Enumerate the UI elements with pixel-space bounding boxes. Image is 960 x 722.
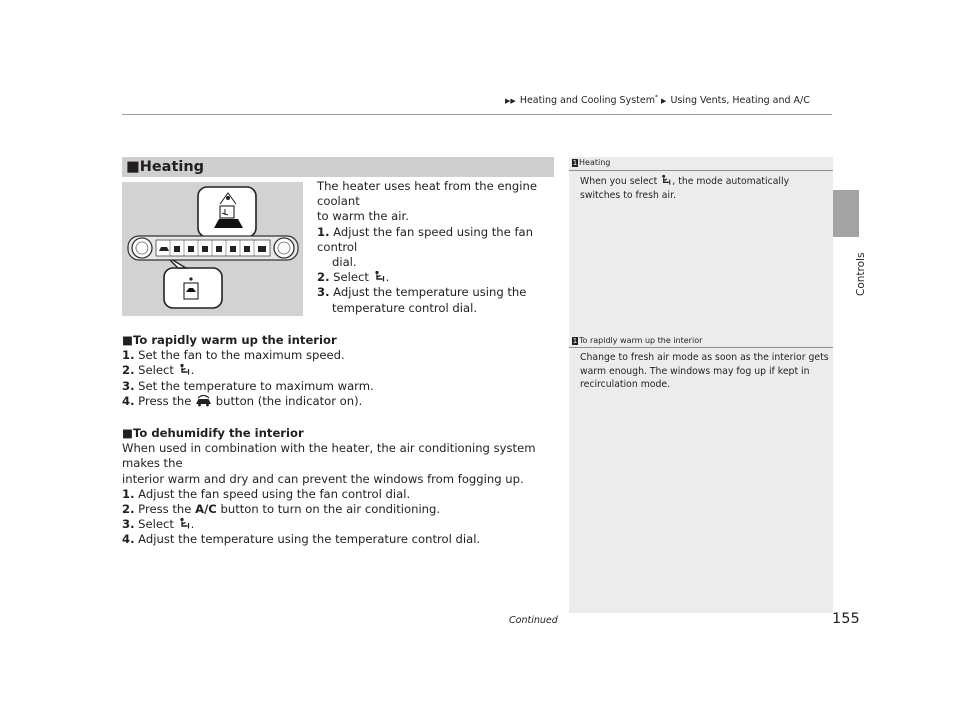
- breadcrumb-part1: Heating and Cooling System: [519, 95, 655, 107]
- breadcrumb-arrow-icon: ▶▶: [505, 97, 516, 106]
- step-number: 4.: [122, 532, 135, 547]
- dehumidify-heading-text: To dehumidify the interior: [132, 426, 304, 440]
- note-marker: 1: [572, 159, 578, 167]
- intro-step-1: [317, 225, 557, 255]
- step-text-end: button to turn on the air conditioning.: [220, 502, 441, 517]
- step-text: Select: [138, 517, 174, 532]
- climate-panel-illustration: [122, 182, 303, 316]
- step-text: Set the temperature to maximum warm.: [138, 378, 374, 393]
- chapter-tab: [833, 190, 859, 237]
- step-text-end: .: [190, 517, 195, 532]
- step-text: Set the fan to the maximum speed.: [138, 348, 345, 363]
- note-heading-heating: [572, 158, 610, 167]
- note-heading-warm-up: [572, 336, 702, 345]
- step-number: 2.: [122, 502, 135, 517]
- breadcrumb-part2: Using Vents, Heating and A/C: [670, 95, 810, 107]
- intro-step-3: [317, 285, 557, 300]
- note-marker: 1: [572, 337, 578, 345]
- dehum-step-4: [122, 532, 562, 547]
- floor-heat-mode-icon: [178, 517, 191, 530]
- step-text: Select: [333, 270, 369, 285]
- dehumidify-section: [122, 426, 562, 548]
- step-number: 3.: [122, 517, 135, 532]
- note-rule: [569, 170, 833, 171]
- floor-heat-mode-icon: [373, 270, 386, 283]
- note-title: To rapidly warm up the interior: [579, 336, 703, 345]
- step-text: Adjust the temperature using the: [333, 285, 527, 300]
- section-marker: ■: [126, 159, 140, 175]
- warm-up-heading-text: To rapidly warm up the interior: [132, 333, 337, 347]
- warm-step-3: [122, 379, 562, 394]
- intro-step-2: [317, 270, 557, 285]
- step-number: 1.: [317, 224, 330, 239]
- dehumidify-para-1: When used in combination with the heater, the air conditioning system makes the: [122, 441, 536, 471]
- step-number: 2.: [122, 363, 135, 378]
- step-number: 3.: [122, 378, 135, 393]
- section-title: [126, 157, 204, 177]
- note-title: Heating: [579, 158, 611, 167]
- note-line: switches to fresh air.: [580, 189, 676, 201]
- dehum-step-1: [122, 487, 562, 502]
- floor-heat-mode-icon: [660, 174, 672, 186]
- step-number: 1.: [122, 486, 135, 501]
- step-number: 3.: [317, 285, 330, 300]
- note-body-heating: [580, 174, 830, 202]
- intro-line-2: to warm the air.: [317, 209, 409, 224]
- chapter-label: Controls: [855, 252, 867, 296]
- dehumidify-heading: ■To dehumidify the interior: [122, 426, 304, 440]
- recirculation-car-icon: [195, 394, 212, 407]
- intro-step-3-cont: temperature control dial.: [332, 300, 478, 315]
- warm-up-section: [122, 333, 562, 409]
- note-line: recirculation mode.: [580, 379, 671, 390]
- intro-line-1: The heater uses heat from the engine coolant: [317, 179, 537, 209]
- note-line: Change to fresh air mode as soon as the interior gets: [580, 352, 829, 363]
- note-body-warm-up: [580, 351, 830, 392]
- step-text-end: .: [385, 270, 390, 285]
- step-text-end: button (the indicator on).: [215, 393, 363, 408]
- step-number: 2.: [317, 270, 330, 285]
- dehum-step-3: [122, 517, 562, 532]
- note-text: , the mode automatically: [672, 176, 790, 187]
- header-rule: [122, 114, 832, 115]
- intro-text: [317, 179, 557, 316]
- step-text: Adjust the temperature using the temperature control dial.: [138, 532, 481, 547]
- continued-label: Continued: [509, 615, 558, 626]
- warm-up-heading: ■To rapidly warm up the interior: [122, 333, 337, 347]
- dehumidify-para-2: interior warm and dry and can prevent the windows from fogging up.: [122, 471, 524, 486]
- dehum-step-2: [122, 502, 562, 517]
- warm-step-2: [122, 363, 562, 378]
- note-line: warm enough. The windows may fog up if kept in: [580, 365, 810, 377]
- step-text-end: .: [190, 363, 195, 378]
- note-text: When you select: [580, 176, 658, 187]
- floor-heat-mode-icon: [178, 363, 191, 376]
- ac-button-label: A/C: [195, 502, 217, 517]
- step-text: Adjust the fan speed using the fan control dial.: [138, 486, 411, 501]
- breadcrumb-star: *: [654, 94, 658, 101]
- breadcrumb-arrow-icon: ▶: [661, 97, 667, 106]
- warm-step-1: [122, 348, 562, 363]
- breadcrumb: [505, 94, 810, 106]
- page-number: 155: [832, 611, 860, 627]
- warm-step-4: [122, 394, 562, 409]
- climate-panel-svg: [122, 182, 303, 316]
- note-line: [580, 174, 830, 189]
- step-number: 4.: [122, 393, 135, 408]
- step-text: Press the: [138, 393, 192, 408]
- step-number: 1.: [122, 348, 135, 363]
- step-text: Select: [138, 363, 174, 378]
- note-rule: [569, 347, 833, 348]
- step-text: Press the: [138, 502, 192, 517]
- intro-step-1-cont: dial.: [332, 255, 357, 270]
- section-title-text: Heating: [139, 159, 205, 175]
- step-text: Adjust the fan speed using the fan control: [317, 224, 533, 254]
